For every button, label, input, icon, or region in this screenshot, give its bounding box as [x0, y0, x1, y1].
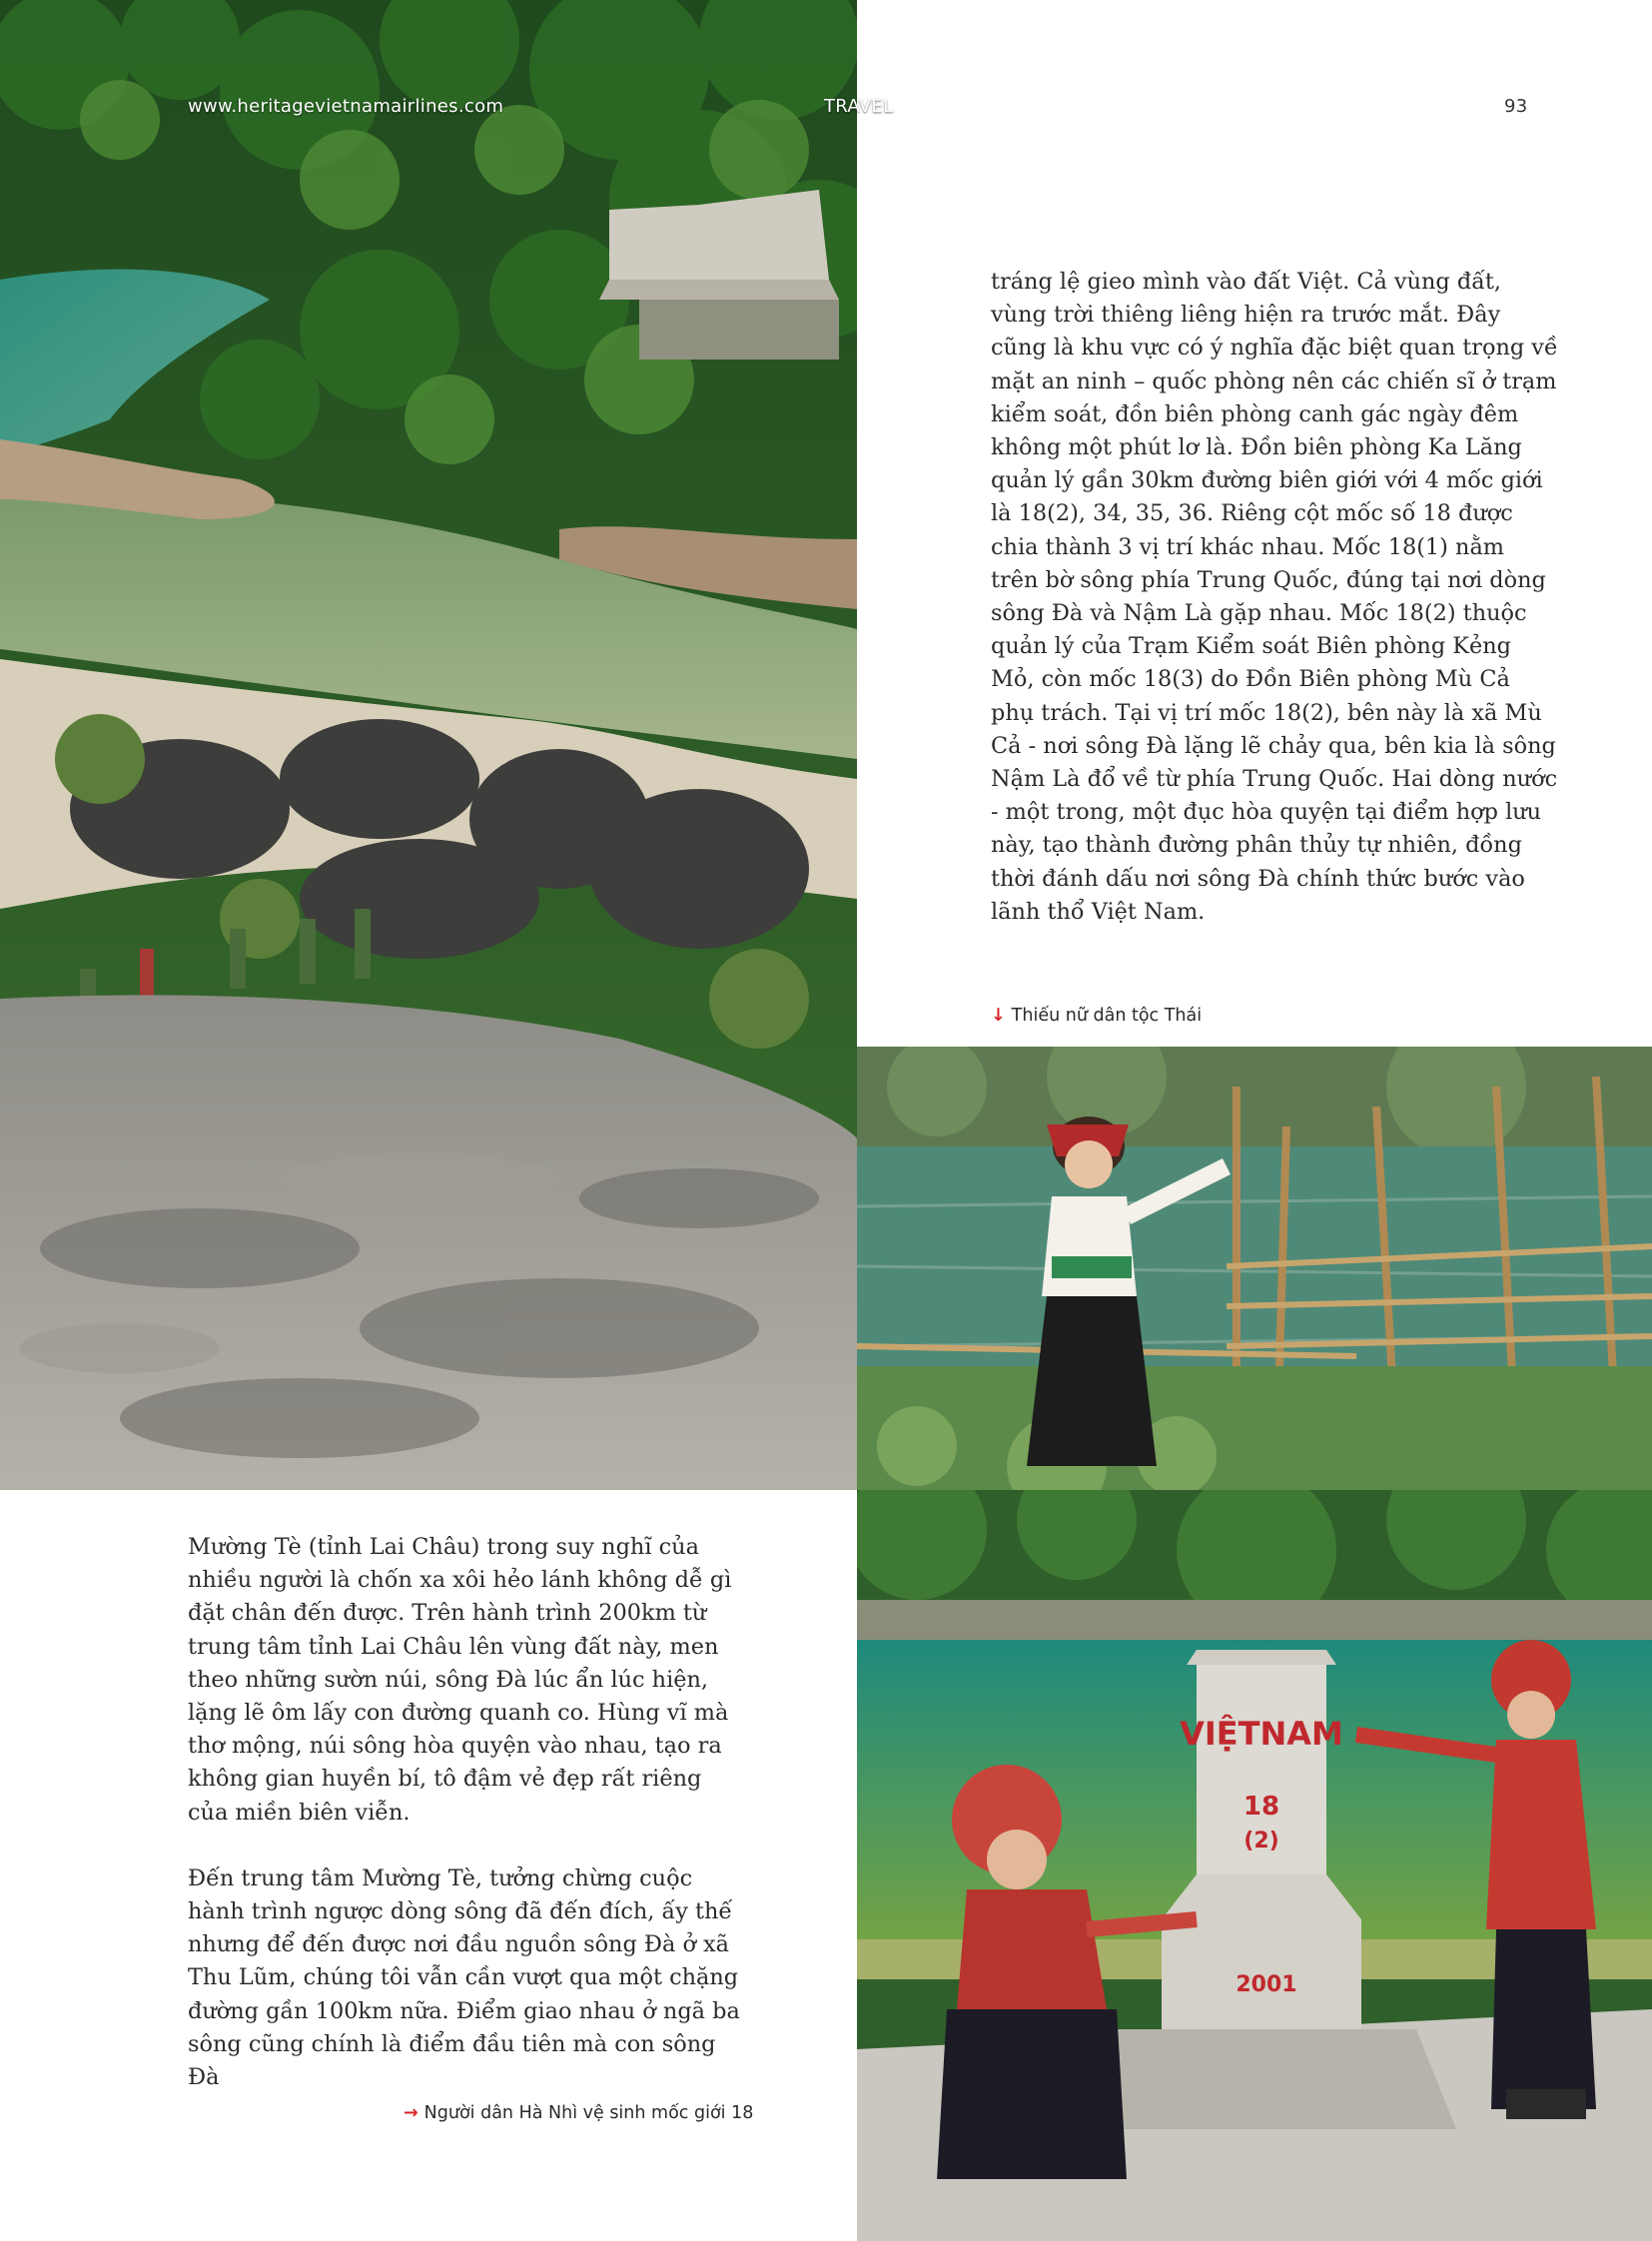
caption-text: Người dân Hà Nhì vệ sinh mốc giới 18: [423, 2103, 754, 2123]
arrow-down-icon: ↓: [991, 1006, 1006, 1026]
article-paragraph: Mường Tè (tỉnh Lai Châu) trong suy nghĩ của nhiều người là chốn xa xôi hẻo lánh không dễ gì đặt chân đến được. Trên hành trình 200km từ trung tâm tỉnh Lai Châu lên vùng đất này, men theo những sườn núi, sông Đà lúc ẩn lúc hiện, lặng lẽ ôm lấy con đường quanh co. Hùng vĩ mà thơ mộng, núi sông hòa quyện vào nhau, tạo ra không gian huyền bí, tô đậm vẻ đẹp rất riêng của miền biên viễn.: [188, 1534, 732, 1826]
marker-year-text: 2001: [1236, 1972, 1297, 1997]
header-url[interactable]: www.heritagevietnamairlines.com: [188, 96, 504, 117]
page-number: 93: [1504, 96, 1528, 117]
marker-number-text: 18: [1242, 1792, 1280, 1822]
river-landscape-illustration: [0, 0, 857, 1490]
article-left-column: [188, 1531, 747, 2127]
border-marker-illustration: [857, 1490, 1652, 2241]
border-marker-photo: [857, 1490, 1652, 2241]
header-section: TRAVEL: [824, 96, 894, 117]
article-right-column: [991, 266, 1558, 962]
marker-country-text: VIỆTNAM: [1180, 1715, 1343, 1753]
thai-girl-photo: [857, 1047, 1652, 1490]
river-landscape-photo: [0, 0, 857, 1490]
article-paragraph: Đến trung tâm Mường Tè, tưởng chừng cuộc hành trình ngược dòng sông đã đến đích, ấy thế nhưng để đến được nơi đầu nguồn sông Đà ở xã Thu Lũm, chúng tôi vẫn cần vượt qua một chặng đường gần 100km nữa. Điểm giao nhau ở ngã ba sông cũng chính là điểm đầu tiên mà con sông Đà: [188, 1865, 740, 2091]
arrow-right-icon: →: [404, 2103, 418, 2123]
caption-text: Thiếu nữ dân tộc Thái: [1011, 1006, 1203, 1026]
marker-sub-text: (2): [1243, 1829, 1279, 1854]
article-paragraph: tráng lệ gieo mình vào đất Việt. Cả vùng đất, vùng trời thiêng liêng hiện ra trước mắt. Đây cũng là khu vực có ý nghĩa đặc biệt quan trọng về mặt an ninh – quốc phòng nên các chiến sĩ ở trạm kiểm soát, đồn biên phòng canh gác ngày đêm không một phút lơ là. Đồn biên phòng Ka Lăng quản lý gần 30km đường biên giới với 4 mốc giới là 18(2), 34, 35, 36. Riêng cột mốc số 18 được chia thành 3 vị trí khác nhau. Mốc 18(1) nằm trên bờ sông phía Trung Quốc, đúng tại nơi dòng sông Đà và Nậm Là gặp nhau. Mốc 18(2) thuộc quản lý của Trạm Kiểm soát Biên phòng Kẻng Mỏ, còn mốc 18(3) do Đồn Biên phòng Mù Cả phụ trách. Tại vị trí mốc 18(2), bên này là xã Mù Cả - nơi sông Đà lặng lẽ chảy qua, bên kia là sông Nậm Là đổ về từ phía Trung Quốc. Hai dòng nước - một trong, một đục hòa quyện tại điểm hợp lưu này, tạo thành đường phân thủy tự nhiên, đồng thời đánh dấu nơi sông Đà chính thức bước vào lãnh thổ Việt Nam.: [991, 269, 1558, 925]
caption-ha-nhi: [404, 2103, 753, 2123]
thai-girl-illustration: [857, 1047, 1652, 1490]
caption-thai-girl: [991, 1006, 1202, 1026]
